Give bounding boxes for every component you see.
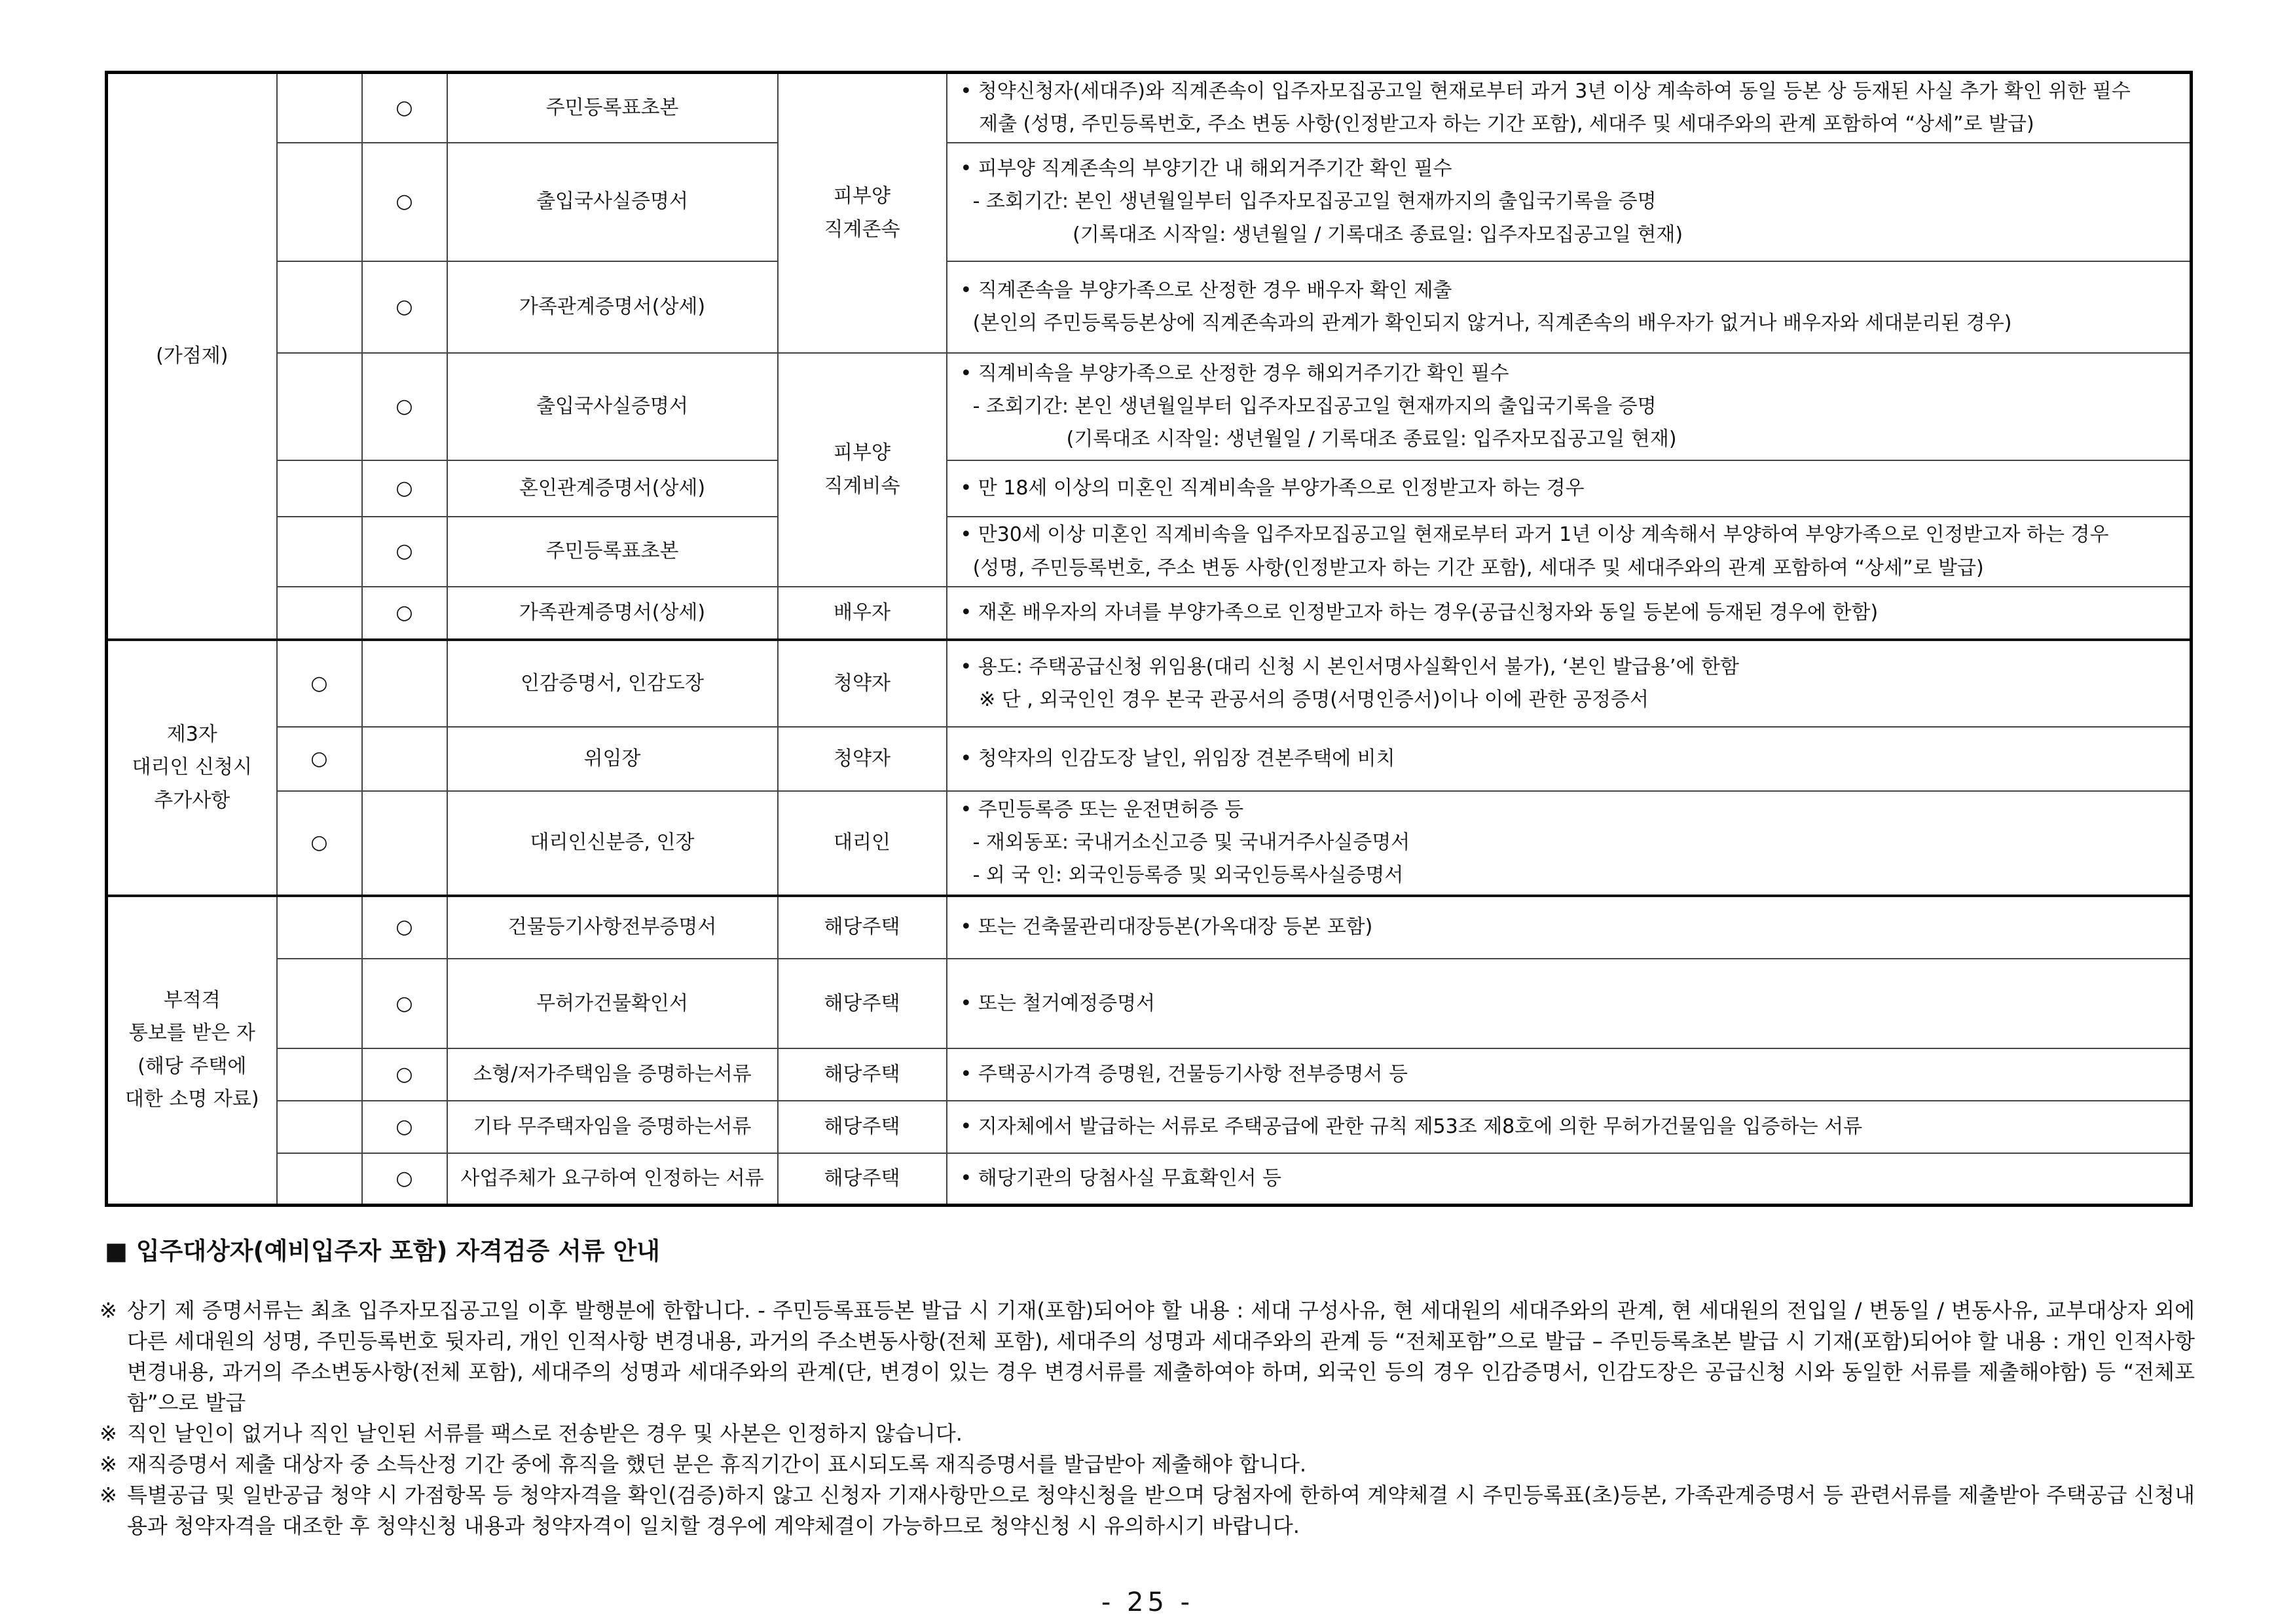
- description-cell: • 지자체에서 발급하는 서류로 주택공급에 관한 규칙 제53조 제8호에 의한 무허가건물임을 입증하는 서류: [947, 1101, 2192, 1153]
- table-row: [107, 1101, 2192, 1153]
- mark-cell-1: [277, 1153, 362, 1205]
- target-cell: 해당주택: [778, 1101, 947, 1153]
- table-row: [107, 517, 2192, 587]
- document-name: 가족관계증명서(상세): [447, 587, 778, 640]
- group-label: (가점제): [107, 73, 277, 640]
- table-row: [107, 143, 2192, 261]
- note-marker: ※: [100, 1483, 117, 1507]
- document-name: 무허가건물확인서: [447, 959, 778, 1048]
- group-label: 제3자 대리인 신청시 추가사항: [107, 640, 277, 896]
- table-row: [107, 353, 2192, 460]
- mark-cell-1: ○: [277, 791, 362, 896]
- mark-cell-2: ○: [362, 896, 447, 959]
- mark-cell-1: ○: [277, 640, 362, 727]
- table-row: [107, 896, 2192, 959]
- note-item: [100, 1418, 2195, 1449]
- document-name: 기타 무주택자임을 증명하는서류: [447, 1101, 778, 1153]
- mark-cell-1: [277, 896, 362, 959]
- note-item: [100, 1480, 2195, 1541]
- document-name: 혼인관계증명서(상세): [447, 460, 778, 517]
- target-cell: 청약자: [778, 727, 947, 790]
- mark-cell-2: ○: [362, 1101, 447, 1153]
- target-cell: 청약자: [778, 640, 947, 727]
- mark-cell-2: ○: [362, 143, 447, 261]
- target-cell: 해당주택: [778, 1153, 947, 1205]
- table-row: [107, 1153, 2192, 1205]
- note-item: [100, 1295, 2195, 1418]
- document-name: 건물등기사항전부증명서: [447, 896, 778, 959]
- document-name: 가족관계증명서(상세): [447, 261, 778, 353]
- mark-cell-1: [277, 143, 362, 261]
- description-cell: • 직계비속을 부양가족으로 산정한 경우 해외거주기간 확인 필수 - 조회기간: 본인 생년월일부터 입주자모집공고일 현재까지의 출입국기록을 증명 (기록대조 시작일: 생년월일 / 기록대조 종료일: 입주자모집공고일 현재): [947, 353, 2192, 460]
- mark-cell-2: [362, 727, 447, 790]
- mark-cell-1: [277, 353, 362, 460]
- description-cell: • 또는 건축물관리대장등본(가옥대장 등본 포함): [947, 896, 2192, 959]
- table-row: [107, 791, 2192, 896]
- document-name: 출입국사실증명서: [447, 143, 778, 261]
- description-cell: • 청약자의 인감도장 날인, 위임장 견본주택에 비치: [947, 727, 2192, 790]
- description-cell: • 피부양 직계존속의 부양기간 내 해외거주기간 확인 필수 - 조회기간: 본인 생년월일부터 입주자모집공고일 현재까지의 출입국기록을 증명 (기록대조 시작일: 생년월일 / 기록대조 종료일: 입주자모집공고일 현재): [947, 143, 2192, 261]
- target-cell: 피부양 직계존속: [778, 73, 947, 354]
- group-label: 부적격 통보를 받은 자 (해당 주택에 대한 소명 자료): [107, 896, 277, 1206]
- mark-cell-2: [362, 791, 447, 896]
- table-row: [107, 73, 2192, 143]
- table-row: [107, 727, 2192, 790]
- mark-cell-2: [362, 640, 447, 727]
- description-cell: • 주택공시가격 증명원, 건물등기사항 전부증명서 등: [947, 1048, 2192, 1101]
- note-text: 상기 제 증명서류는 최초 입주자모집공고일 이후 발행분에 한합니다. - 주민등록표등본 발급 시 기재(포함)되어야 할 내용 : 세대 구성사유, 현 세대원의 세대주와의 관계, 현 세대원의 전입일 / 변동일 / 변동사유, 교부대상자 외에 다른 세대원의 성명, 주민등록번호 뒷자리, 개인 인적사항 변경내용, 과거의 주소변동사항(전체 포함), 세대주의 성명과 세대주와의 관계 등 “전체포함”으로 발급 – 주민등록초본 발급 시 기재(포함)되어야 할 내용 : 개인 인적사항 변경내용, 과거의 주소변동사항(전체 포함), 세대주의 성명과 세대주와의 관계(단, 변경이 있는 경우 변경서류를 제출하여야 하며, 외국인 등의 경우 인감증명서, 인감도장은 공급신청 시와 동일한 서류를 제출해야함) 등 “전체포함”으로 발급: [127, 1298, 2195, 1415]
- note-text: 재직증명서 제출 대상자 중 소득산정 기간 중에 휴직을 했던 분은 휴직기간이 표시되도록 재직증명서를 발급받아 제출해야 합니다.: [127, 1452, 1307, 1477]
- target-cell: 해당주택: [778, 896, 947, 959]
- mark-cell-1: ○: [277, 727, 362, 790]
- mark-cell-2: ○: [362, 1048, 447, 1101]
- description-cell: • 만30세 이상 미혼인 직계비속을 입주자모집공고일 현재로부터 과거 1년 이상 계속해서 부양하여 부양가족으로 인정받고자 하는 경우 (성명, 주민등록번호, 주소 변동 사항(인정받고자 하는 기간 포함), 세대주 및 세대주와의 관계 포함하여 “상세”로 발급): [947, 517, 2192, 587]
- note-marker: ※: [100, 1452, 117, 1477]
- note-item: [100, 1449, 2195, 1480]
- description-cell: • 주민등록증 또는 운전면허증 등 - 재외동포: 국내거소신고증 및 국내거주사실증명서 - 외 국 인: 외국인등록증 및 외국인등록사실증명서: [947, 791, 2192, 896]
- document-name: 출입국사실증명서: [447, 353, 778, 460]
- mark-cell-2: ○: [362, 959, 447, 1048]
- page-number: - 25 -: [1101, 1587, 1194, 1617]
- table-row: [107, 959, 2192, 1048]
- mark-cell-1: [277, 73, 362, 143]
- table-row: [107, 1048, 2192, 1101]
- target-cell: 대리인: [778, 791, 947, 896]
- table-row: [107, 640, 2192, 727]
- description-cell: • 해당기관의 당첨사실 무효확인서 등: [947, 1153, 2192, 1205]
- document-name: 주민등록표초본: [447, 517, 778, 587]
- document-name: 사업주체가 요구하여 인정하는 서류: [447, 1153, 778, 1205]
- document-name: 대리인신분증, 인장: [447, 791, 778, 896]
- description-cell: • 재혼 배우자의 자녀를 부양가족으로 인정받고자 하는 경우(공급신청자와 동일 등본에 등재된 경우에 한함): [947, 587, 2192, 640]
- description-cell: • 직계존속을 부양가족으로 산정한 경우 배우자 확인 제출 (본인의 주민등록등본상에 직계존속과의 관계가 확인되지 않거나, 직계존속의 배우자가 없거나 배우자와 세대분리된 경우): [947, 261, 2192, 353]
- mark-cell-2: ○: [362, 1153, 447, 1205]
- mark-cell-2: ○: [362, 261, 447, 353]
- mark-cell-1: [277, 1048, 362, 1101]
- description-cell: • 청약신청자(세대주)와 직계존속이 입주자모집공고일 현재로부터 과거 3년 이상 계속하여 동일 등본 상 등재된 사실 추가 확인 위한 필수 제출 (성명, 주민등록번호, 주소 변동 사항(인정받고자 하는 기간 포함), 세대주 및 세대주와의 관계 포함하여 “상세”로 발급): [947, 73, 2192, 143]
- mark-cell-1: [277, 959, 362, 1048]
- notes-list: [100, 1295, 2195, 1541]
- note-marker: ※: [100, 1298, 117, 1323]
- mark-cell-2: ○: [362, 460, 447, 517]
- note-marker: ※: [100, 1421, 117, 1446]
- document-name: 소형/저가주택임을 증명하는서류: [447, 1048, 778, 1101]
- table-row: [107, 261, 2192, 353]
- mark-cell-2: ○: [362, 587, 447, 640]
- mark-cell-1: [277, 1101, 362, 1153]
- document-requirements-table: [105, 71, 2193, 1207]
- document-name: 주민등록표초본: [447, 73, 778, 143]
- table-row: [107, 460, 2192, 517]
- target-cell: 배우자: [778, 587, 947, 640]
- table-row: [107, 587, 2192, 640]
- description-cell: • 또는 철거예정증명서: [947, 959, 2192, 1048]
- note-text: 특별공급 및 일반공급 청약 시 가점항목 등 청약자격을 확인(검증)하지 않고 신청자 기재사항만으로 청약신청을 받으며 당첨자에 한하여 계약체결 시 주민등록표(초)등본, 가족관계증명서 등 관련서류를 제출받아 주택공급 신청내용과 청약자격을 대조한 후 청약신청 내용과 청약자격이 일치할 경우에 계약체결이 가능하므로 청약신청 시 유의하시기 바랍니다.: [127, 1483, 2195, 1538]
- note-text: 직인 날인이 없거나 직인 날인된 서류를 팩스로 전송받은 경우 및 사본은 인정하지 않습니다.: [127, 1421, 963, 1446]
- document-name: 인감증명서, 인감도장: [447, 640, 778, 727]
- mark-cell-1: [277, 587, 362, 640]
- mark-cell-1: [277, 517, 362, 587]
- mark-cell-2: ○: [362, 73, 447, 143]
- description-cell: • 만 18세 이상의 미혼인 직계비속을 부양가족으로 인정받고자 하는 경우: [947, 460, 2192, 517]
- document-name: 위임장: [447, 727, 778, 790]
- mark-cell-1: [277, 460, 362, 517]
- target-cell: 피부양 직계비속: [778, 353, 947, 587]
- mark-cell-2: ○: [362, 517, 447, 587]
- mark-cell-2: ○: [362, 353, 447, 460]
- target-cell: 해당주택: [778, 959, 947, 1048]
- mark-cell-1: [277, 261, 362, 353]
- description-cell: • 용도: 주택공급신청 위임용(대리 신청 시 본인서명사실확인서 불가), ‘본인 발급용’에 한함 ※ 단 , 외국인인 경우 본국 관공서의 증명(서명인증서)이나 이에 관한 공정증서: [947, 640, 2192, 727]
- target-cell: 해당주택: [778, 1048, 947, 1101]
- section-heading: ■ 입주대상자(예비입주자 포함) 자격검증 서류 안내: [105, 1237, 661, 1265]
